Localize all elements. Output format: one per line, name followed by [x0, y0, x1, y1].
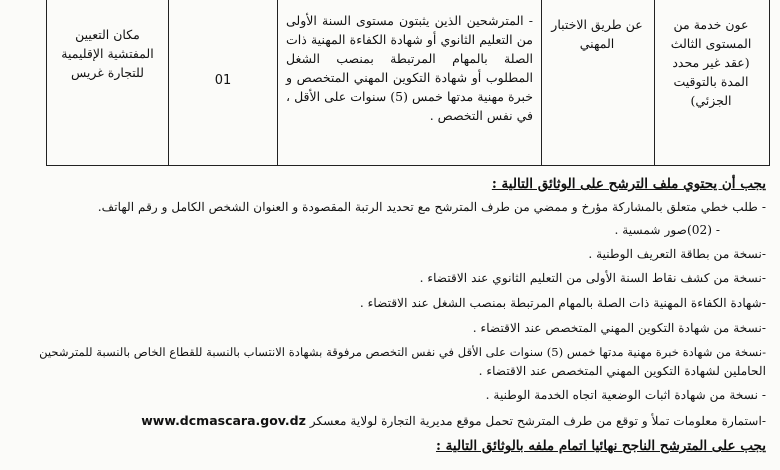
- document-item: -نسخة من بطاقة التعريف الوطنية .: [588, 247, 766, 261]
- table-row: [47, 0, 770, 166]
- post-cell: عون خدمة من المستوى الثالث (عقد غير محدد المدة بالتوقيت الجزئي): [655, 0, 770, 166]
- document-item: - طلب خطي متعلق بالمشاركة مؤرخ و ممضي من طرف المترشح مع تحديد الرتبة المقصودة و العنوان الشخص الكامل و رقم الهاتف.: [97, 200, 766, 214]
- documents-title: يجب أن يحتوي ملف الترشح على الوثائق التالية :: [491, 176, 766, 192]
- positions-cell: [169, 0, 278, 166]
- document-item: -نسخة من كشف نقاط السنة الأولى من التعليم الثانوي عند الاقتضاء .: [419, 271, 766, 285]
- website-url: www.dcmascara.gov.dz: [141, 413, 306, 428]
- document-item-text: -استمارة معلومات تملأ و توقع من طرف المترشح تحمل موقع مديرية التجارة لولاية معسكر: [309, 414, 766, 428]
- document-item: -نسخة من شهادة التكوين المهني المتخصص عند الاقتضاء .: [472, 321, 766, 335]
- document-item: الحاملين لشهادة التكوين المهني المتخصص عند الاقتضاء .: [478, 364, 766, 378]
- document-item: -نسخة من شهادة خبرة مهنية مدتها خمس (5) سنوات على الأقل في نفس التخصص مرفوقة بشهادة الانتساب بالنسبة للقطاع الخاص بالنسبة للمترشحين: [39, 345, 766, 359]
- recruitment-table: [46, 0, 770, 166]
- conditions-cell: - المترشحين الذين يثبتون مستوى السنة الأولى من التعليم الثانوي أو شهادة الكفاءة المهنية ذات الصلة بالمهام المرتبطة بمنصب الشغل المطلوب أو شهادة التكوين المهني المتخصص و خبرة مهنية مدتها خمس (5) سنوات على الأقل ، في نفس التخصص .: [278, 0, 542, 166]
- document-item-with-url: [141, 412, 766, 430]
- positions-count: 01: [214, 72, 232, 88]
- place-cell: مكان التعيين المفتشية الإقليمية للتجارة غريس: [47, 0, 169, 166]
- document-item: -شهادة الكفاءة المهنية ذات الصلة بالمهام المرتبطة بمنصب الشغل عند الاقتضاء .: [359, 296, 766, 310]
- final-documents-title: يجب على المترشح الناجح نهائيا اتمام ملفه بالوثائق التالية :: [435, 438, 766, 454]
- recruitment-mode-cell: عن طريق الاختبار المهني: [542, 0, 655, 166]
- document-item: - (02)صور شمسية .: [614, 223, 720, 237]
- document-item: - نسخة من شهادة اثبات الوضعية اتجاه الخدمة الوطنية .: [485, 388, 766, 402]
